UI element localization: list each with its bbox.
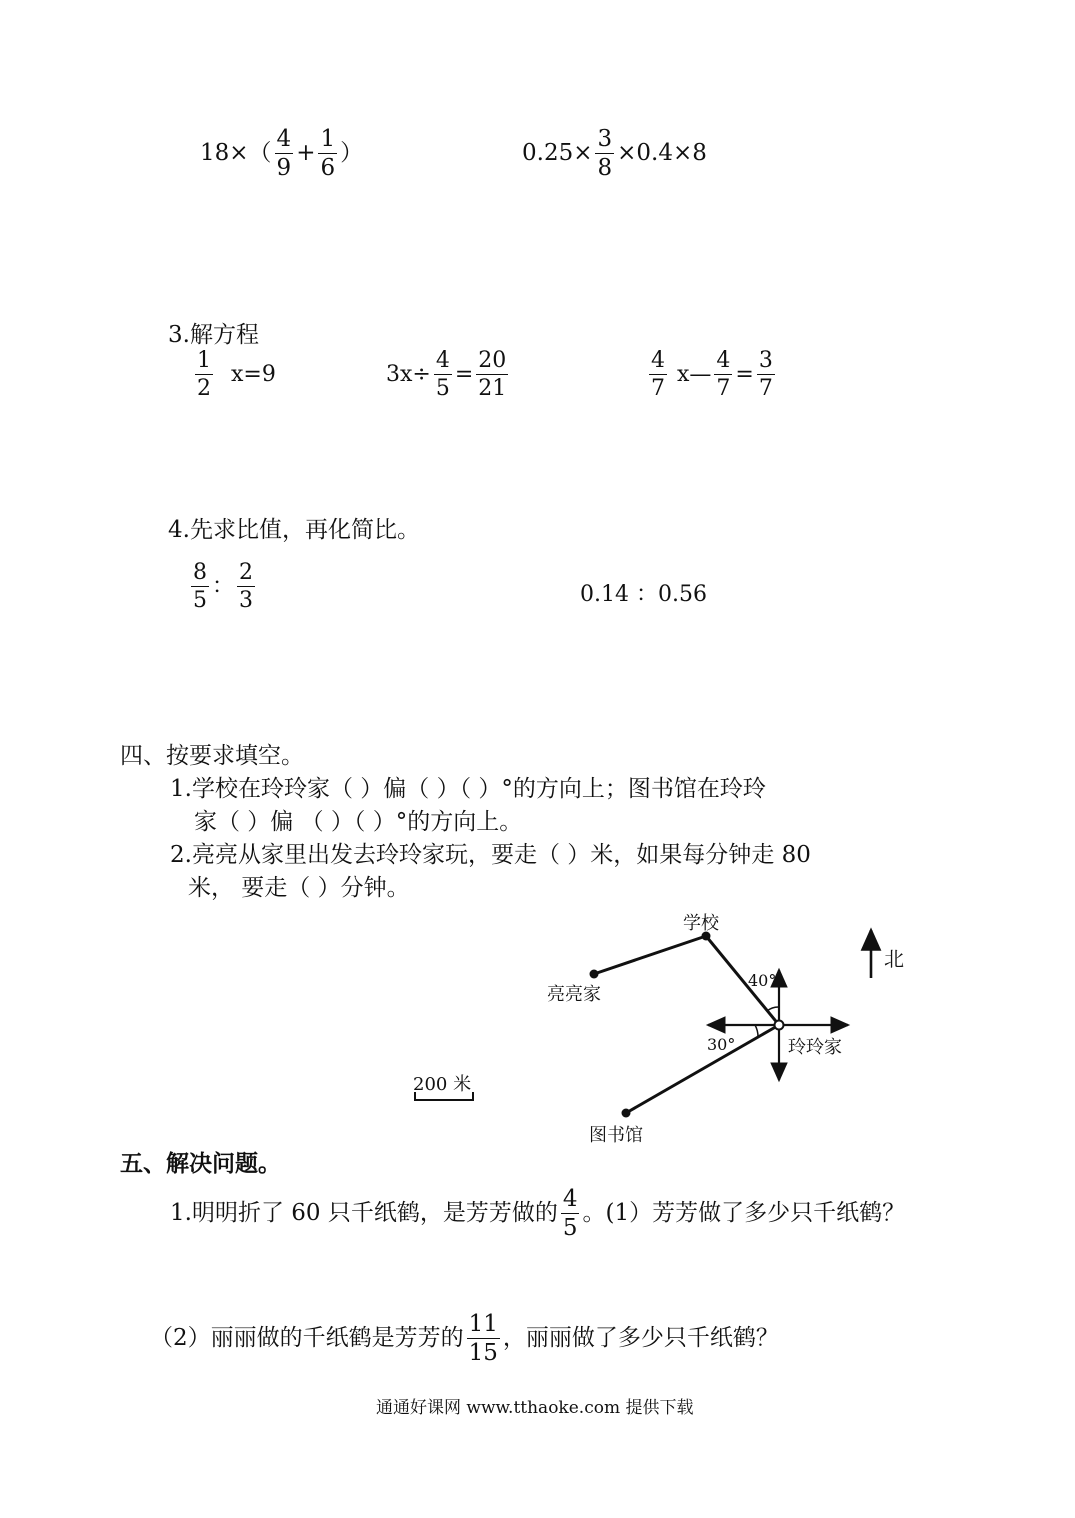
problem-2: （2）丽丽做的千纸鹤是芳芳的 $\frac{11}{15}$ ，丽丽做了多少只千纸鹤？ bbox=[150, 1311, 779, 1366]
fraction: $\frac{4}{7}$ bbox=[651, 348, 665, 401]
fraction: $\frac{8}{5}$ bbox=[193, 560, 207, 613]
section-3-title: 3.解方程 bbox=[168, 322, 259, 348]
fraction: $\frac{4}{5}$ bbox=[435, 348, 450, 401]
q2-line-2: 米， 要走（ ）分钟。 bbox=[188, 875, 410, 901]
q2-line-1: 2.亮亮从家里出发去玲玲家玩，要走（ ）米，如果每分钟走 80 bbox=[170, 842, 811, 868]
section-4-title: 4.先求比值，再化简比。 bbox=[168, 517, 420, 543]
fraction: $\frac{4}{5}$ bbox=[562, 1186, 578, 1241]
point-library bbox=[622, 1109, 631, 1118]
label-scale: 200 米 bbox=[413, 1074, 472, 1095]
fraction: $\frac{1}{6}$ bbox=[320, 126, 336, 181]
q1-line-2: 家（ ）偏 （ ）（ ）°的方向上。 bbox=[194, 809, 523, 835]
label-liangliang: 亮亮家 bbox=[547, 984, 601, 1005]
point-lingling bbox=[775, 1021, 784, 1030]
angle-arc-30 bbox=[755, 1025, 758, 1037]
part-4-heading: 四、按要求填空。 bbox=[120, 743, 304, 769]
label-angle-30: 30° bbox=[707, 1035, 736, 1054]
fraction: $\frac{3}{7}$ bbox=[758, 348, 773, 401]
path-school-liangliang bbox=[594, 936, 706, 974]
fraction: $\frac{2}{3}$ bbox=[239, 560, 254, 613]
fraction: $\frac{4}{9}$ bbox=[276, 126, 292, 181]
q1-line-1: 1.学校在玲玲家（ ）偏（ ）（ ）°的方向上；图书馆在玲玲 bbox=[170, 776, 766, 802]
footer-source: 通通好课网 www.tthaoke.com 提供下载 bbox=[376, 1398, 694, 1418]
ratio-2: 0.14 ：0.56 bbox=[580, 582, 707, 607]
calc-expression-1: 18×（ $\frac{4}{9}$ + $\frac{1}{6}$ ） bbox=[200, 126, 364, 181]
part-5-heading: 五、解决问题。 bbox=[120, 1150, 281, 1177]
fraction: $\frac{11}{15}$ bbox=[468, 1311, 498, 1366]
equation-2: 3x÷ $\frac{4}{5}$ = $\frac{20}{21}$ bbox=[386, 348, 507, 401]
label-lingling: 玲玲家 bbox=[788, 1037, 842, 1058]
label-north: 北 bbox=[884, 947, 904, 971]
label-angle-40: 40° bbox=[748, 971, 777, 990]
equation-3: $\frac{4}{7}$ x— $\frac{4}{7}$ = $\frac{3}{7}$ bbox=[651, 348, 773, 401]
equation-1: $\frac{1}{2}$ x=9 bbox=[197, 348, 276, 401]
ratio-1: $\frac{8}{5}$ ： $\frac{2}{3}$ bbox=[193, 560, 254, 613]
calc-expression-2: 0.25× $\frac{3}{8}$ ×0.4×8 bbox=[522, 126, 707, 181]
path-lingling-library bbox=[626, 1025, 779, 1113]
label-library: 图书馆 bbox=[589, 1125, 643, 1146]
point-liangliang bbox=[590, 970, 599, 979]
fraction: $\frac{1}{2}$ bbox=[197, 348, 211, 401]
angle-arc-40 bbox=[767, 1007, 779, 1011]
fraction: $\frac{4}{7}$ bbox=[716, 348, 731, 401]
problem-1: 1.明明折了 60 只千纸鹤，是芳芳做的 $\frac{4}{5}$ 。(1）芳芳做了多少只千纸鹤？ bbox=[170, 1186, 906, 1241]
fraction: $\frac{3}{8}$ bbox=[597, 126, 613, 181]
label-school: 学校 bbox=[683, 913, 719, 934]
fraction: $\frac{20}{21}$ bbox=[478, 348, 507, 401]
